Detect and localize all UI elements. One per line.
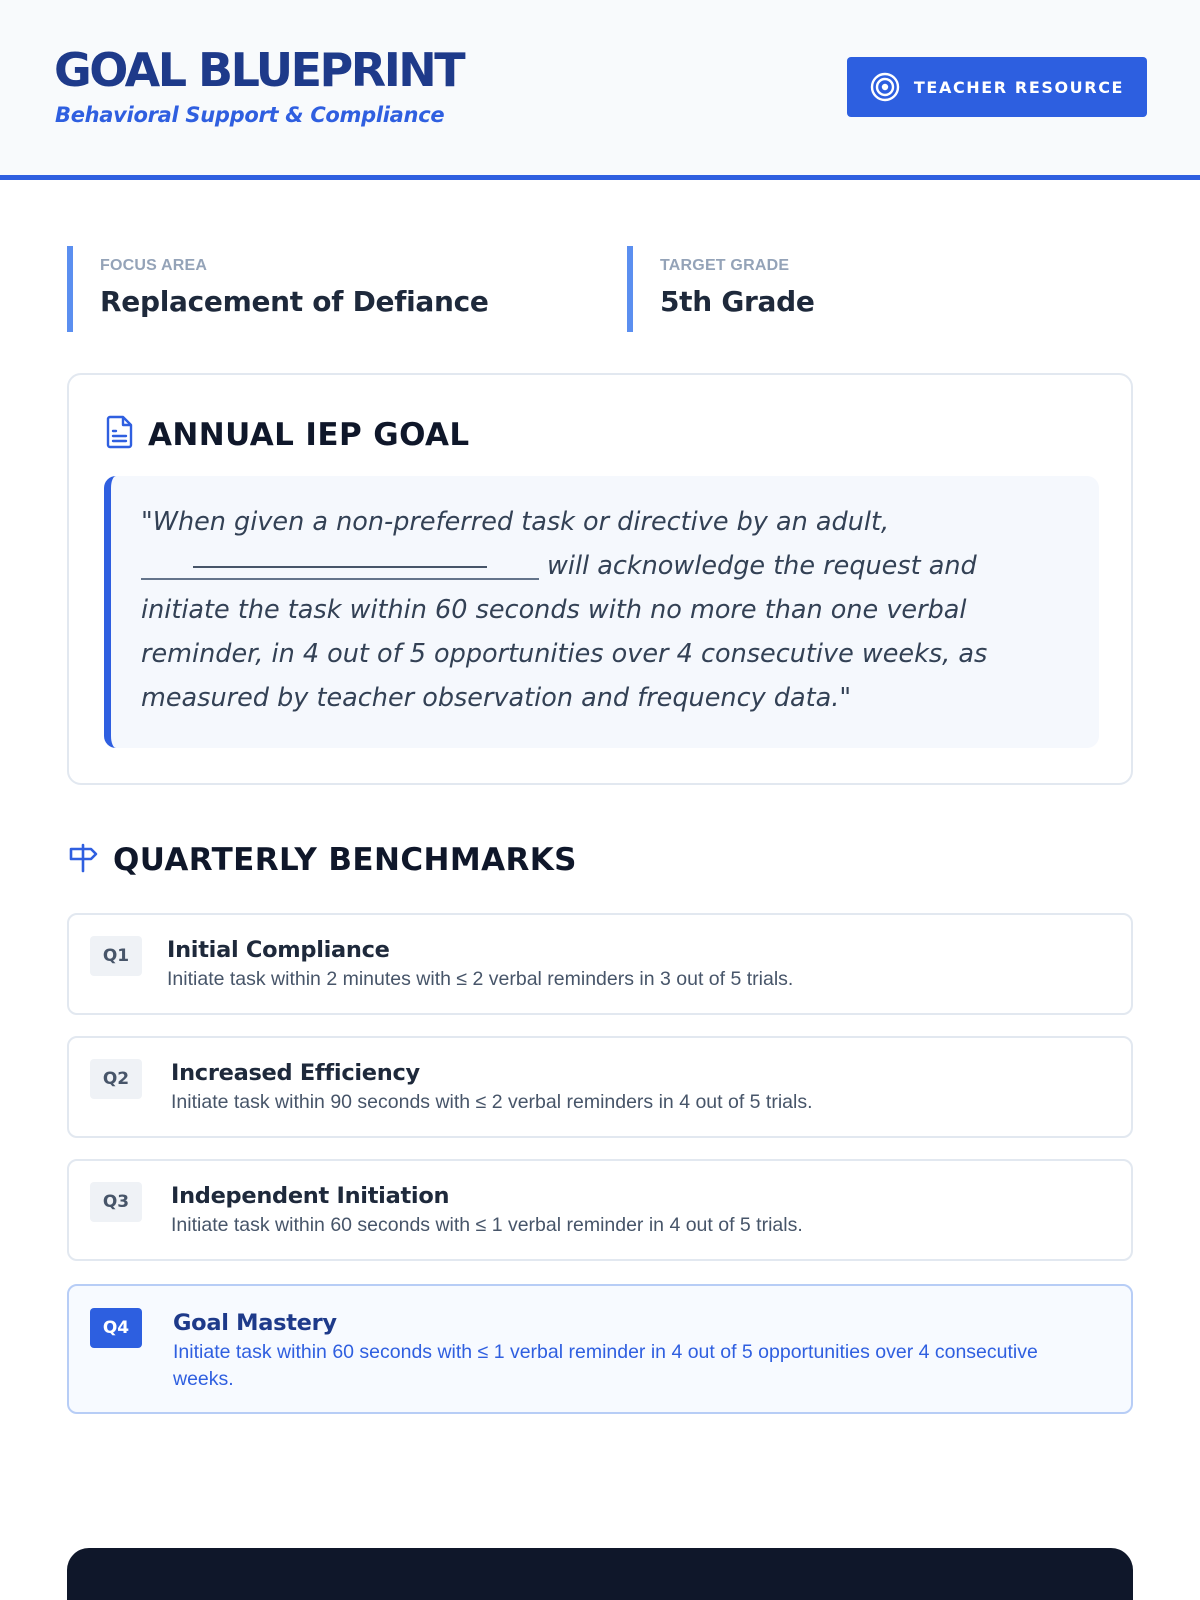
benchmark-q3 [67, 1159, 1133, 1261]
footer-panel [67, 1548, 1133, 1600]
benchmark-description: Initiate task within 60 seconds with ≤ 1 verbal reminder in 4 out of 5 opportunities over 4 consecutive weeks. [173, 1341, 1038, 1390]
benchmark-title: Initial Compliance [167, 937, 390, 963]
page-header [0, 0, 1200, 180]
page-subtitle: Behavioral Support & Compliance [55, 103, 445, 127]
quarter-badge: Q1 [90, 936, 142, 976]
goal-text-after: will acknowledge the request and initiate the task within 60 seconds with no more than one verbal reminder, in 4 out of 5 opportunities over 4 consecutive weeks, as measured by teacher observation and frequency data." [141, 551, 988, 713]
benchmark-title: Independent Initiation [171, 1183, 450, 1209]
annual-goal-header [106, 415, 470, 454]
signpost-icon [67, 843, 99, 878]
focus-area [67, 246, 489, 332]
quarter-badge: Q2 [90, 1059, 142, 1099]
benchmarks-title: QUARTERLY BENCHMARKS [113, 842, 577, 878]
benchmark-title: Goal Mastery [173, 1310, 337, 1336]
quarter-badge: Q4 [90, 1308, 142, 1348]
benchmark-description: Initiate task within 2 minutes with ≤ 2 verbal reminders in 3 out of 5 trials. [167, 968, 794, 990]
student-name-blank[interactable] [141, 550, 539, 580]
page-title: GOAL BLUEPRINT [54, 43, 464, 97]
focus-area-value: Replacement of Defiance [100, 285, 489, 318]
document-icon [106, 415, 134, 454]
annual-goal-statement [104, 476, 1099, 748]
benchmark-q2 [67, 1036, 1133, 1138]
teacher-resource-button[interactable] [847, 57, 1147, 117]
quarter-badge: Q3 [90, 1182, 142, 1222]
benchmarks-header [67, 842, 577, 878]
benchmark-q4 [67, 1284, 1133, 1414]
benchmark-title: Increased Efficiency [171, 1060, 420, 1086]
target-grade-value: 5th Grade [660, 285, 815, 318]
target-icon [870, 72, 900, 102]
teacher-resource-label: TEACHER RESOURCE [913, 77, 1125, 97]
benchmark-description: Initiate task within 60 seconds with ≤ 1 verbal reminder in 4 out of 5 trials. [171, 1214, 803, 1236]
annual-goal-title: ANNUAL IEP GOAL [148, 416, 470, 453]
target-grade [627, 246, 815, 332]
goal-text-before: "When given a non-preferred task or directive by an adult, [141, 507, 890, 537]
annual-goal-card [67, 373, 1133, 785]
target-grade-label: TARGET GRADE [660, 257, 790, 274]
focus-area-label: FOCUS AREA [100, 257, 208, 274]
benchmark-description: Initiate task within 90 seconds with ≤ 2 verbal reminders in 4 out of 5 trials. [171, 1091, 813, 1113]
benchmark-q1 [67, 913, 1133, 1015]
